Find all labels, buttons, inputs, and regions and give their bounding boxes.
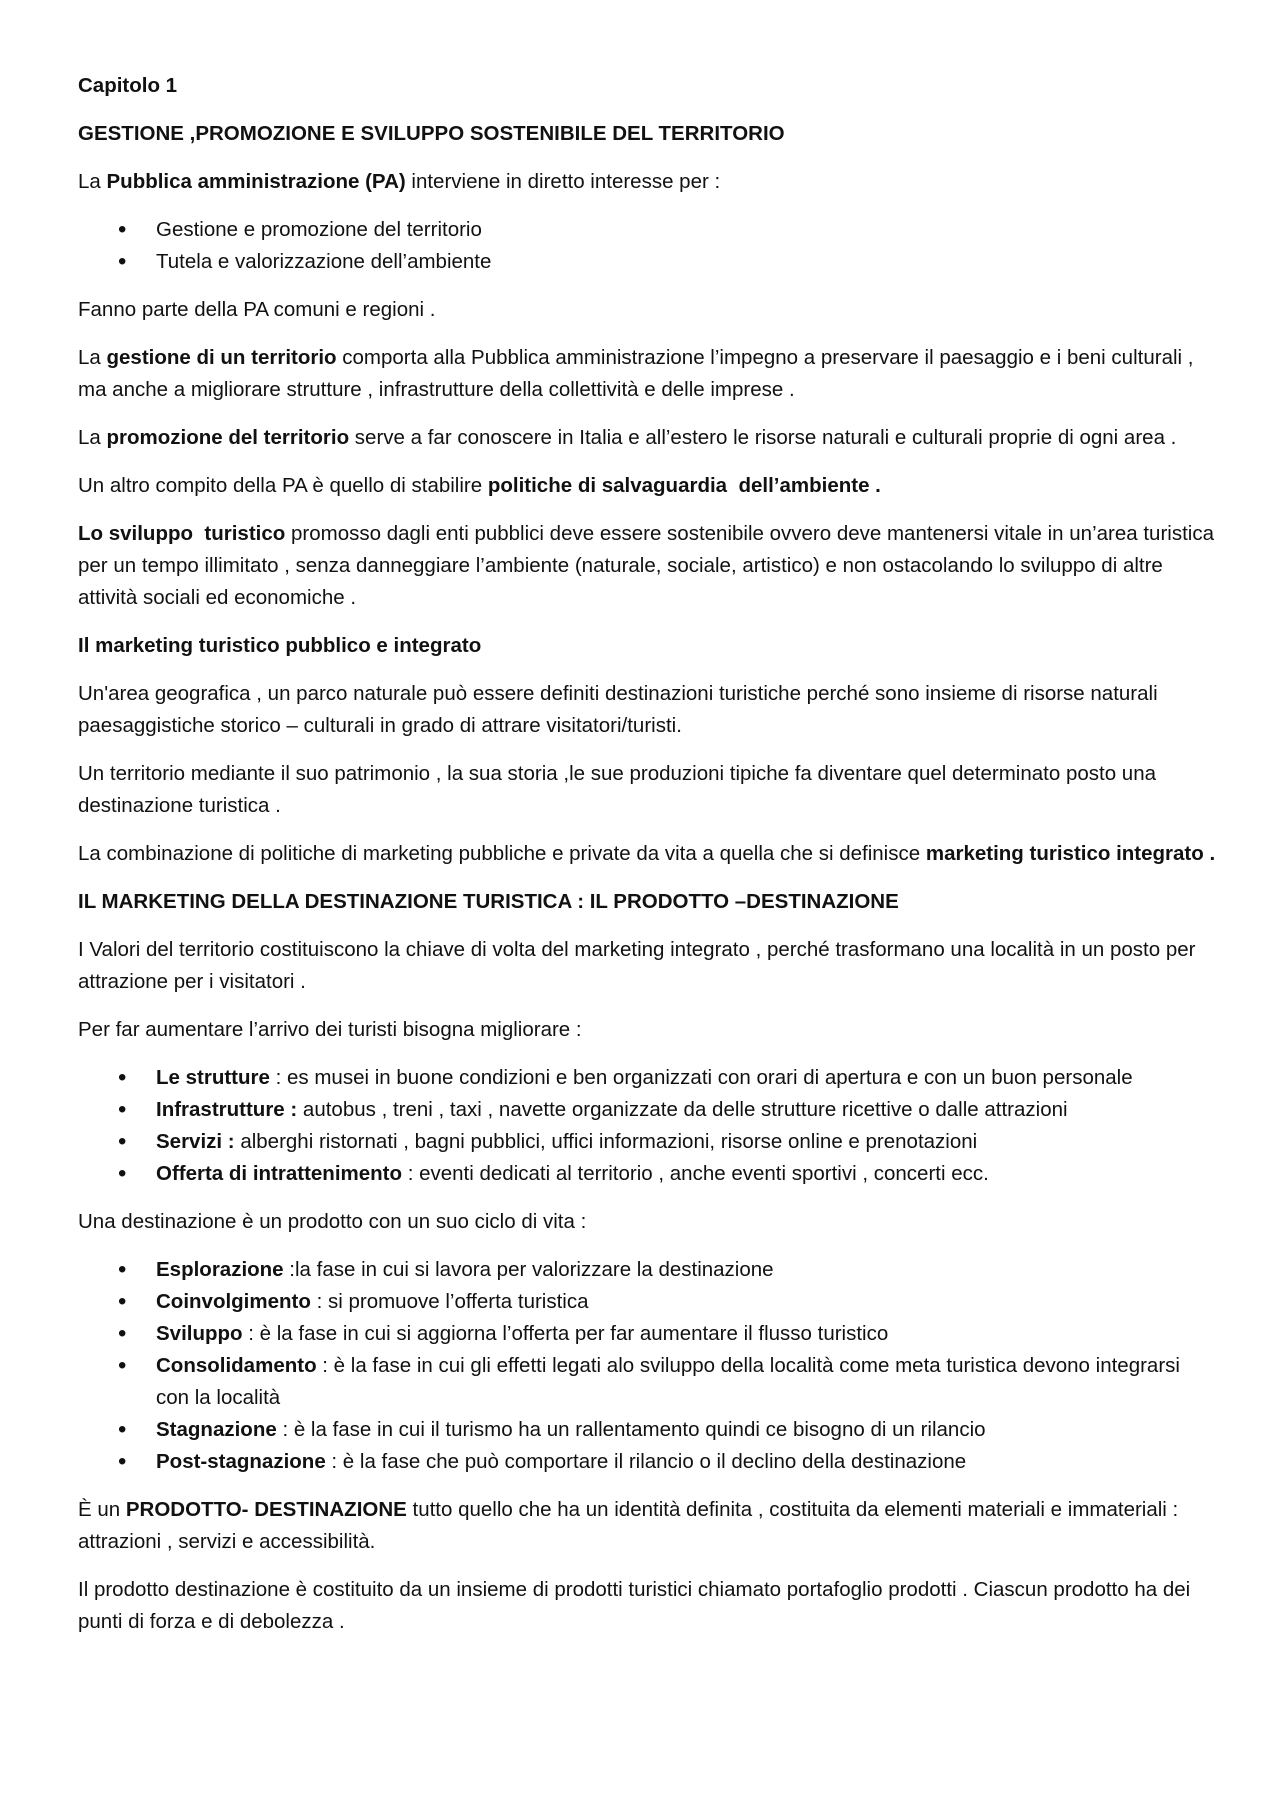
gestione-paragraph xyxy=(78,342,1218,406)
text: Un altro compito della PA è quello di stabilire xyxy=(78,474,488,497)
ciclo-intro: Una destinazione è un prodotto con un suo ciclo di vita : xyxy=(78,1210,587,1233)
bold-term: politiche di salvaguardia dell’ambiente . xyxy=(487,474,881,497)
section-title: GESTIONE ,PROMOZIONE E SVILUPPO SOSTENIBILE DEL TERRITORIO xyxy=(78,122,785,145)
bold-term: Servizi : xyxy=(156,1130,235,1153)
portafoglio-paragraph: Il prodotto destinazione è costituito da un insieme di prodotti turistici chiamato portafoglio prodotti . Ciascun prodotto ha dei punti di forza e di debolezza . xyxy=(78,1578,1191,1633)
text: : è la fase in cui si aggiorna l’offerta per far aumentare il flusso turistico xyxy=(242,1322,889,1345)
text: La xyxy=(78,426,107,449)
bold-term: Sviluppo xyxy=(156,1322,243,1345)
list-item xyxy=(78,1350,1218,1414)
pa-members-paragraph: Fanno parte della PA comuni e regioni . xyxy=(78,298,436,321)
bold-term: gestione di un territorio xyxy=(106,346,337,369)
chapter-title: Capitolo 1 xyxy=(78,74,178,97)
text: tutto quello che ha un identità definita , costituita da elementi materiali e immateriali : attrazioni , servizi e accessibilità. xyxy=(78,1498,1179,1553)
text: autobus , treni , taxi , navette organizzate da delle strutture ricettive o dalle attrazioni xyxy=(297,1098,1068,1121)
territorio-paragraph: Un territorio mediante il suo patrimonio , la sua storia ,le sue produzioni tipiche fa diventare quel determinato posto una destinazione turistica . xyxy=(78,762,1156,817)
text: promosso dagli enti pubblici deve essere sostenibile ovvero deve mantenersi vitale in un’area turistica per un tempo illimitato , senza danneggiare l’ambiente (naturale, sociale, artistico) e non ostacolando lo sviluppo di altre attività sociali ed economiche . xyxy=(78,522,1214,609)
list-item xyxy=(78,1254,1218,1286)
list-item xyxy=(78,1414,1218,1446)
pa-list xyxy=(78,214,1218,278)
bold-term: PRODOTTO- DESTINAZIONE xyxy=(125,1498,407,1521)
list-item xyxy=(78,1446,1218,1478)
bold-term: marketing turistico integrato . xyxy=(925,842,1216,865)
sviluppo-paragraph xyxy=(78,518,1218,614)
list-item xyxy=(78,1062,1218,1094)
list-item xyxy=(78,1158,1218,1190)
bold-term: Offerta di intrattenimento xyxy=(156,1162,403,1185)
bold-term: Lo sviluppo turistico xyxy=(78,522,286,545)
list-item xyxy=(78,1094,1218,1126)
bold-term: Coinvolgimento xyxy=(156,1290,311,1313)
bold-term: Pubblica amministrazione (PA) xyxy=(106,170,406,193)
bold-term: Post-stagnazione xyxy=(156,1450,326,1473)
text: interviene in diretto interesse per : xyxy=(405,170,721,193)
text: : eventi dedicati al territorio , anche eventi sportivi , concerti ecc. xyxy=(402,1162,989,1185)
text: serve a far conoscere in Italia e all’estero le risorse naturali e culturali proprie di ogni area . xyxy=(349,426,1177,449)
bold-term: Infrastrutture : xyxy=(156,1098,298,1121)
destinazione-heading: IL MARKETING DELLA DESTINAZIONE TURISTICA : IL PRODOTTO –DESTINAZIONE xyxy=(78,890,899,913)
list-item xyxy=(78,1286,1218,1318)
valori-paragraph: I Valori del territorio costituiscono la chiave di volta del marketing integrato , perché trasformano una località in un posto per attrazione per i visitatori . xyxy=(78,938,1196,993)
bold-term: Stagnazione xyxy=(156,1418,277,1441)
text: La xyxy=(78,346,107,369)
list-item xyxy=(78,1126,1218,1158)
migliorare-intro: Per far aumentare l’arrivo dei turisti bisogna migliorare : xyxy=(78,1018,582,1041)
prodotto-destinazione-paragraph xyxy=(78,1494,1218,1558)
text: : è la fase in cui gli effetti legati alo sviluppo della località come meta turistica devono integrarsi con la località xyxy=(156,1354,1180,1409)
list-item xyxy=(78,1318,1218,1350)
marketing-heading: Il marketing turistico pubblico e integrato xyxy=(78,634,482,657)
text: La xyxy=(78,170,107,193)
text: :la fase in cui si lavora per valorizzare la destinazione xyxy=(283,1258,774,1281)
text: La combinazione di politiche di marketing pubbliche e private da vita a quella che si definisce xyxy=(78,842,926,865)
text: : è la fase che può comportare il rilancio o il declino della destinazione xyxy=(325,1450,967,1473)
list-item: • Tutela e valorizzazione dell’ambiente xyxy=(78,246,1218,278)
text: comporta alla Pubblica amministrazione l’impegno a preservare il paesaggio e i beni culturali , ma anche a migliorare strutture , infrastrutture della collettività e delle imprese . xyxy=(78,346,1194,401)
text: alberghi ristornati , bagni pubblici, uffici informazioni, risorse online e prenotazioni xyxy=(234,1130,978,1153)
migliorare-list xyxy=(78,1062,1218,1190)
list-item: • Gestione e promozione del territorio xyxy=(78,214,1218,246)
salvaguardia-paragraph xyxy=(78,470,1218,502)
bold-term: Consolidamento xyxy=(156,1354,317,1377)
text: : è la fase in cui il turismo ha un rallentamento quindi ce bisogno di un rilancio xyxy=(276,1418,986,1441)
combinazione-paragraph xyxy=(78,838,1218,870)
bold-term: Le strutture xyxy=(156,1066,270,1089)
text: : es musei in buone condizioni e ben organizzati con orari di apertura e con un buon personale xyxy=(269,1066,1133,1089)
promozione-paragraph xyxy=(78,422,1218,454)
bold-term: Esplorazione xyxy=(156,1258,284,1281)
ciclo-list xyxy=(78,1254,1218,1478)
document-page xyxy=(78,70,1218,1654)
area-geografica-paragraph: Un'area geografica , un parco naturale può essere definiti destinazioni turistiche perché sono insieme di risorse naturali paesaggistiche storico – culturali in grado di attrare visitatori/turisti. xyxy=(78,682,1158,737)
pa-intro-paragraph xyxy=(78,166,1218,198)
text: : si promuove l’offerta turistica xyxy=(310,1290,589,1313)
text: È un xyxy=(78,1498,126,1521)
bold-term: promozione del territorio xyxy=(106,426,350,449)
